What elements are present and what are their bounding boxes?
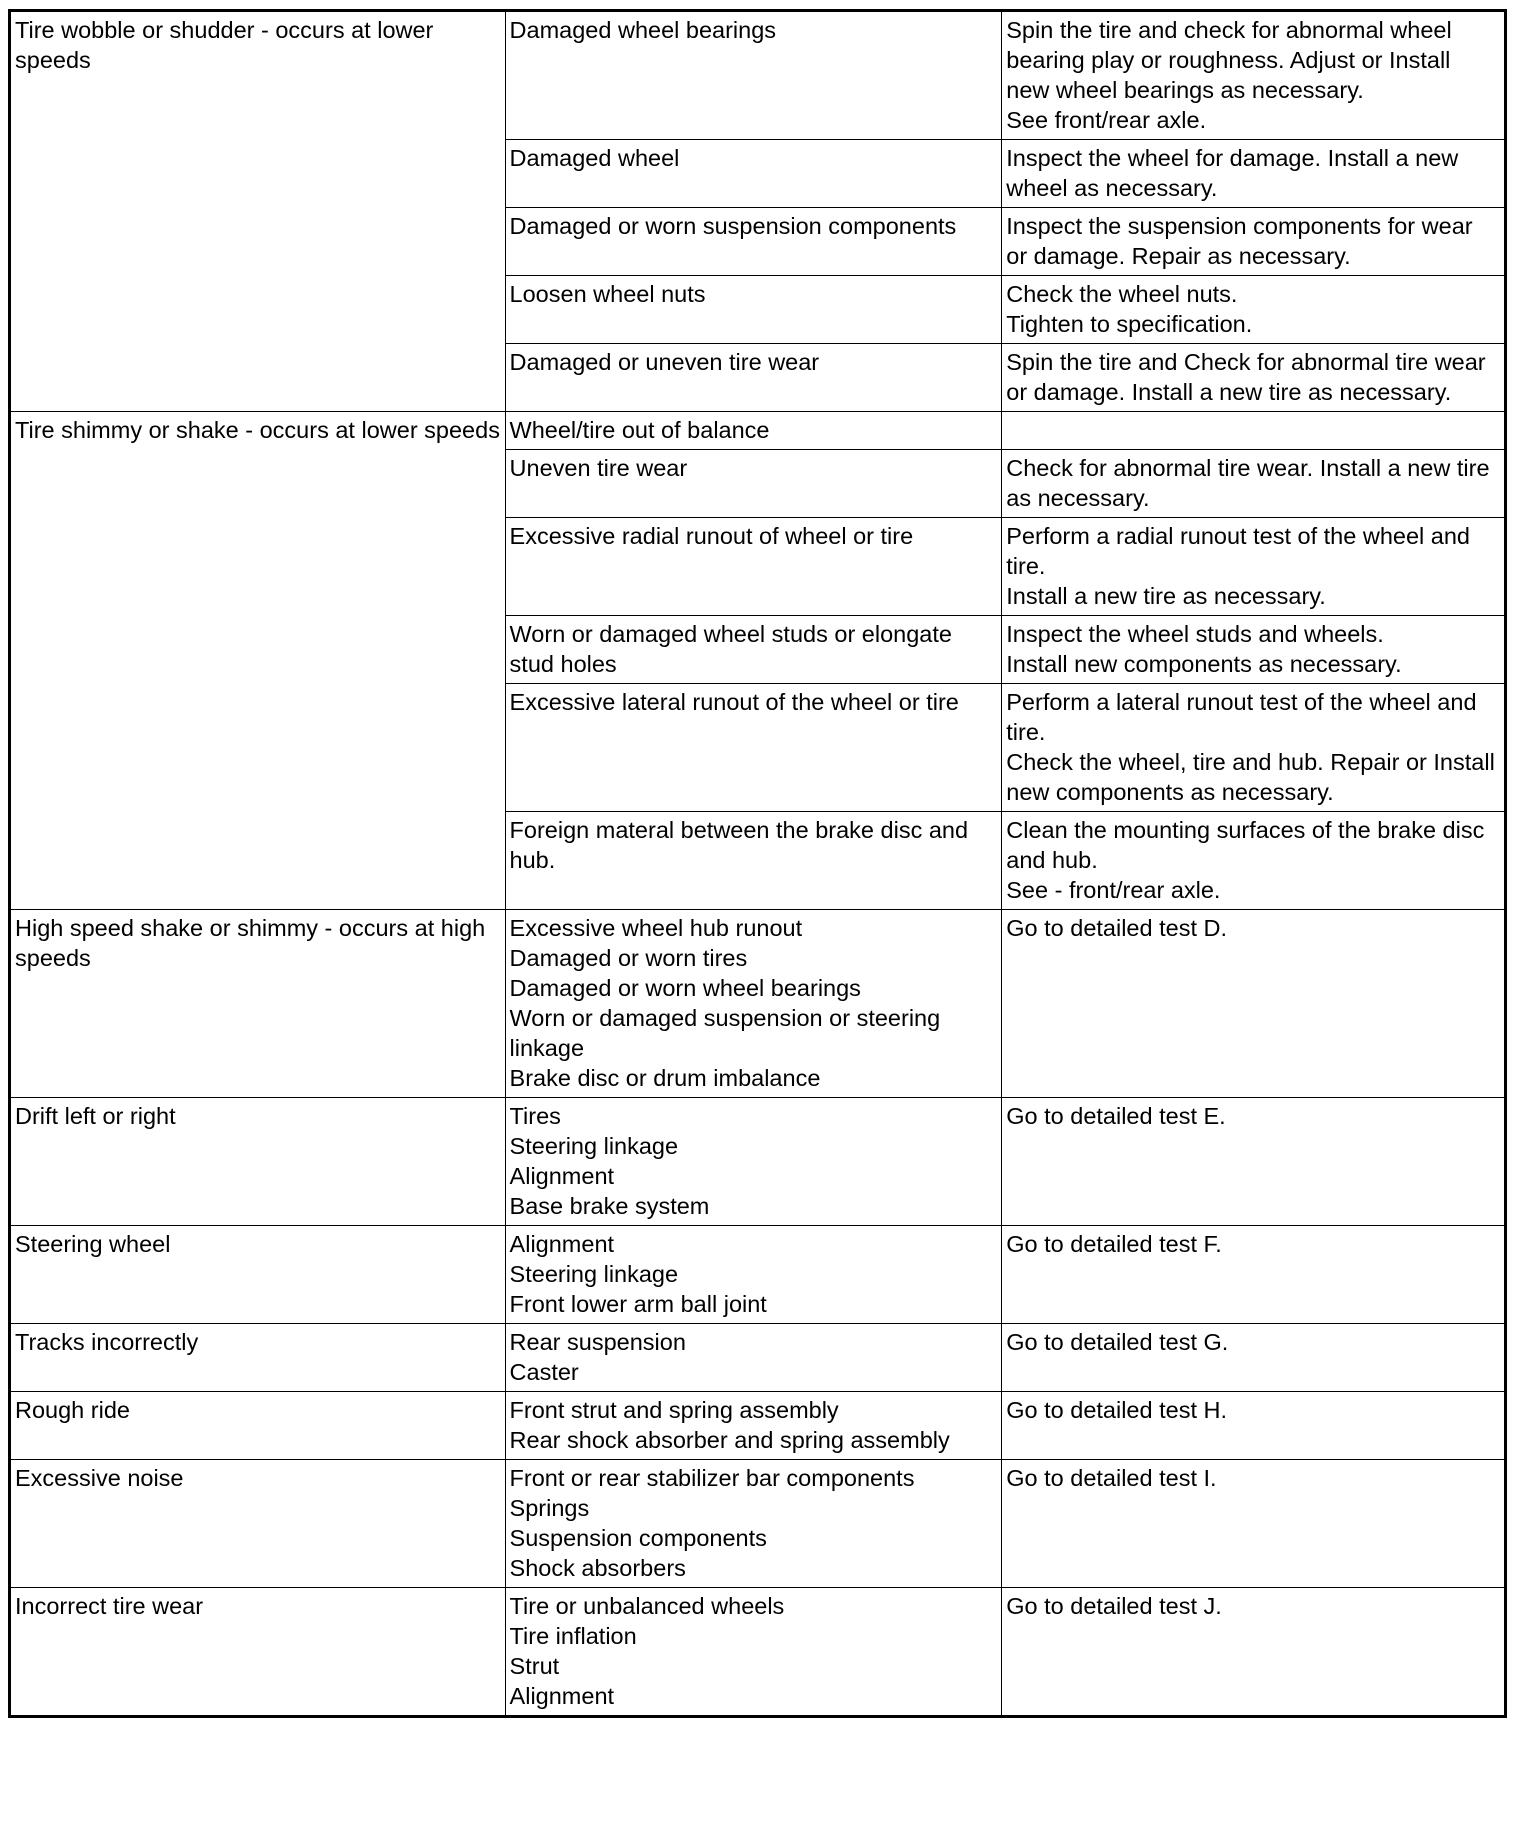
possible-source-cell — [505, 1098, 1002, 1226]
possible-source-cell — [505, 450, 1002, 518]
possible-source-cell — [505, 684, 1002, 812]
action-text: Go to detailed test J. — [1006, 1593, 1222, 1619]
possible-source-text: Shock absorbers — [509, 1555, 686, 1581]
condition-text: Steering wheel — [15, 1231, 171, 1257]
possible-source-cell — [505, 1392, 1002, 1460]
action-cell — [1002, 1324, 1506, 1392]
possible-source-cell — [505, 208, 1002, 276]
action-cell — [1002, 11, 1506, 140]
possible-source-cell — [505, 140, 1002, 208]
action-text: Tighten to specification. — [1006, 311, 1253, 337]
possible-source-text: Damaged or uneven tire wear — [509, 349, 820, 375]
possible-source-cell — [505, 1460, 1002, 1588]
possible-source-text: Excessive lateral runout of the wheel or tire — [509, 689, 959, 715]
possible-source-text: Damaged or worn suspension components — [509, 213, 957, 239]
possible-source-cell — [505, 1588, 1002, 1717]
action-text: Inspect the wheel for damage. Install a new wheel as necessary. — [1006, 145, 1459, 201]
possible-source-text: Damaged or worn tires — [509, 945, 748, 971]
action-text: Check the wheel nuts. — [1006, 281, 1238, 307]
table-row — [10, 412, 1506, 450]
action-text: Go to detailed test D. — [1006, 915, 1228, 941]
possible-source-text: Loosen wheel nuts — [509, 281, 706, 307]
action-cell — [1002, 1460, 1506, 1588]
possible-source-text: Base brake system — [509, 1193, 710, 1219]
table-row — [10, 11, 1506, 140]
condition-text: Tire shimmy or shake - occurs at lower speeds — [15, 417, 500, 443]
condition-text: Rough ride — [15, 1397, 130, 1423]
possible-source-text: Front or rear stabilizer bar components — [509, 1465, 915, 1491]
action-text: Inspect the wheel studs and wheels. — [1006, 621, 1384, 647]
symptom-chart-body — [10, 11, 1506, 1717]
table-row — [10, 1098, 1506, 1226]
action-cell — [1002, 518, 1506, 616]
condition-cell — [10, 1460, 506, 1588]
possible-source-cell — [505, 910, 1002, 1098]
action-cell — [1002, 910, 1506, 1098]
action-text: Clean the mounting surfaces of the brake disc and hub. — [1006, 817, 1485, 873]
possible-source-text: Excessive radial runout of wheel or tire — [509, 523, 914, 549]
possible-source-text: Suspension components — [509, 1525, 767, 1551]
symptom-chart-table — [8, 9, 1507, 1718]
action-text: Go to detailed test H. — [1006, 1397, 1228, 1423]
possible-source-text: Front lower arm ball joint — [509, 1291, 767, 1317]
action-text: Check for abnormal tire wear. Install a new tire as necessary. — [1006, 455, 1490, 511]
possible-source-text: Alignment — [509, 1683, 615, 1709]
possible-source-cell — [505, 276, 1002, 344]
possible-source-text: Front strut and spring assembly — [509, 1397, 839, 1423]
action-cell — [1002, 1226, 1506, 1324]
table-row — [10, 1588, 1506, 1717]
condition-cell — [10, 1226, 506, 1324]
action-cell — [1002, 450, 1506, 518]
action-text: Spin the tire and check for abnormal wheel bearing play or roughness. Adjust or Install new wheel bearings as necessary. — [1006, 17, 1452, 103]
possible-source-cell — [505, 812, 1002, 910]
possible-source-cell — [505, 412, 1002, 450]
action-cell — [1002, 1098, 1506, 1226]
action-cell — [1002, 616, 1506, 684]
possible-source-text: Springs — [509, 1495, 590, 1521]
action-text: Go to detailed test G. — [1006, 1329, 1229, 1355]
possible-source-text: Damaged wheel — [509, 145, 680, 171]
action-text: Spin the tire and Check for abnormal tire wear or damage. Install a new tire as necessary. — [1006, 349, 1486, 405]
possible-source-text: Brake disc or drum imbalance — [509, 1065, 821, 1091]
table-row — [10, 1226, 1506, 1324]
possible-source-text: Steering linkage — [509, 1133, 679, 1159]
condition-text: Drift left or right — [15, 1103, 176, 1129]
condition-cell — [10, 11, 506, 412]
condition-text: Excessive noise — [15, 1465, 184, 1491]
condition-text: Tracks incorrectly — [15, 1329, 199, 1355]
action-text: Go to detailed test E. — [1006, 1103, 1226, 1129]
table-row — [10, 1460, 1506, 1588]
possible-source-text: Alignment — [509, 1231, 615, 1257]
action-cell — [1002, 412, 1506, 450]
action-cell — [1002, 812, 1506, 910]
condition-cell — [10, 412, 506, 910]
action-text: See - front/rear axle. — [1006, 877, 1221, 903]
possible-source-text: Strut — [509, 1653, 560, 1679]
action-cell — [1002, 1392, 1506, 1460]
possible-source-text: Damaged wheel bearings — [509, 17, 777, 43]
action-text: See front/rear axle. — [1006, 107, 1207, 133]
possible-source-text: Damaged or worn wheel bearings — [509, 975, 861, 1001]
possible-source-text: Wheel/tire out of balance — [509, 417, 770, 443]
action-cell — [1002, 140, 1506, 208]
condition-cell — [10, 1098, 506, 1226]
possible-source-text: Tires — [509, 1103, 561, 1129]
action-cell — [1002, 684, 1506, 812]
action-text: Go to detailed test F. — [1006, 1231, 1222, 1257]
action-text: Install new components as necessary. — [1006, 651, 1402, 677]
action-text: Check the wheel, tire and hub. Repair or Install new components as necessary. — [1006, 749, 1495, 805]
possible-source-text: Worn or damaged suspension or steering linkage — [509, 1005, 941, 1061]
possible-source-cell — [505, 11, 1002, 140]
possible-source-text: Alignment — [509, 1163, 615, 1189]
condition-cell — [10, 1588, 506, 1717]
possible-source-cell — [505, 518, 1002, 616]
condition-cell — [10, 910, 506, 1098]
action-text: Inspect the suspension components for wear or damage. Repair as necessary. — [1006, 213, 1473, 269]
condition-text: Tire wobble or shudder - occurs at lower speeds — [15, 17, 434, 73]
possible-source-text: Caster — [509, 1359, 579, 1385]
possible-source-text: Tire inflation — [509, 1623, 637, 1649]
action-text: Perform a lateral runout test of the wheel and tire. — [1006, 689, 1477, 745]
possible-source-cell — [505, 616, 1002, 684]
action-cell — [1002, 208, 1506, 276]
action-cell — [1002, 276, 1506, 344]
possible-source-text: Rear shock absorber and spring assembly — [509, 1427, 950, 1453]
action-cell — [1002, 344, 1506, 412]
table-row — [10, 910, 1506, 1098]
possible-source-text: Foreign materal between the brake disc and hub. — [509, 817, 969, 873]
possible-source-text: Tire or unbalanced wheels — [509, 1593, 785, 1619]
condition-text: Incorrect tire wear — [15, 1593, 204, 1619]
table-row — [10, 1392, 1506, 1460]
condition-cell — [10, 1392, 506, 1460]
action-text: Go to detailed test I. — [1006, 1465, 1217, 1491]
possible-source-text: Rear suspension — [509, 1329, 686, 1355]
table-row — [10, 1324, 1506, 1392]
action-text: Perform a radial runout test of the wheel and tire. — [1006, 523, 1470, 579]
possible-source-text: Steering linkage — [509, 1261, 679, 1287]
possible-source-cell — [505, 1226, 1002, 1324]
possible-source-text: Worn or damaged wheel studs or elongate stud holes — [509, 621, 952, 677]
possible-source-text: Uneven tire wear — [509, 455, 688, 481]
possible-source-cell — [505, 344, 1002, 412]
action-text: Install a new tire as necessary. — [1006, 583, 1326, 609]
possible-source-text: Excessive wheel hub runout — [509, 915, 803, 941]
possible-source-cell — [505, 1324, 1002, 1392]
condition-text: High speed shake or shimmy - occurs at high speeds — [15, 915, 486, 971]
action-cell — [1002, 1588, 1506, 1717]
condition-cell — [10, 1324, 506, 1392]
